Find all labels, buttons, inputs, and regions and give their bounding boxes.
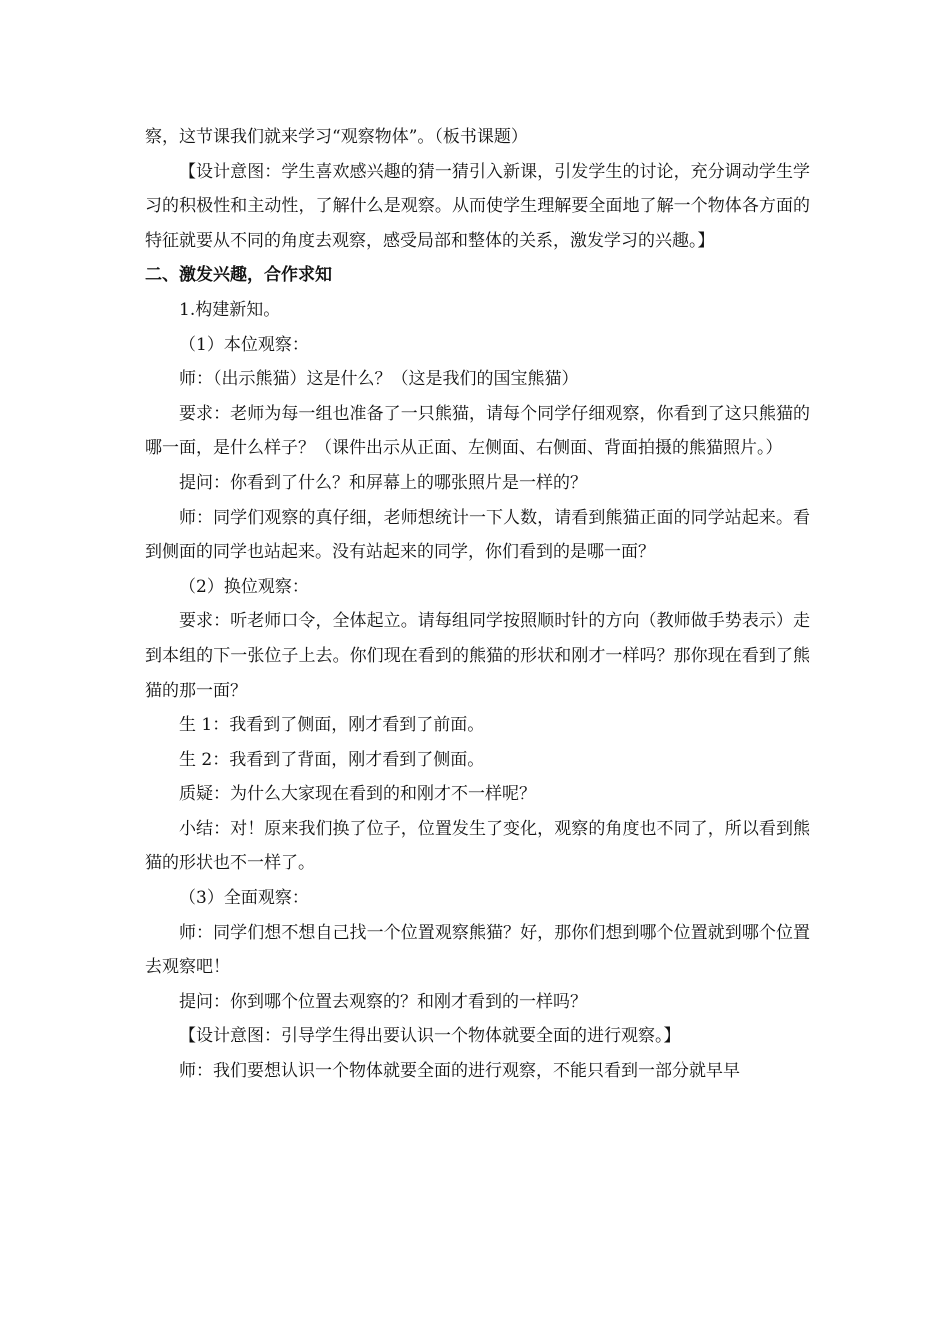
paragraph: 察，这节课我们就来学习“观察物体”。（板书课题） (145, 127, 528, 147)
subsection-label: （1）本位观察： (179, 334, 309, 355)
paragraph: 师：同学们想不想自己找一个位置观察熊猫？好，那你们想到哪个位置就到哪个位置去观察吧！ (145, 922, 810, 978)
section-heading: 二、激发兴趣，合作求知 (145, 265, 332, 286)
paragraph: 师：我们要想认识一个物体就要全面的进行观察，不能只看到一部分就早早 (179, 1061, 740, 1082)
paragraph: 要求：听老师口令，全体起立。请每组同学按照顺时针的方向（教师做手势表示）走到本组的下一张位子上去。你们现在看到的熊猫的形状和刚才一样吗？那你现在看到了熊猫的那一面？ (145, 611, 810, 701)
paragraph: 生 1：我看到了侧面，刚才看到了前面。 (179, 715, 485, 736)
design-intent-paragraph: 【设计意图：学生喜欢感兴趣的猜一猜引入新课，引发学生的讨论，充分调动学生学习的积极性和主动性，了解什么是观察。从而使学生理解要全面地了解一个物体各方面的特征就要从不同的角度去观察，感受局部和整体的关系，激发学习的兴趣。】 (145, 161, 810, 251)
paragraph: 要求：老师为每一组也准备了一只熊猫，请每个同学仔细观察，你看到了这只熊猫的哪一面，是什么样子？（课件出示从正面、左侧面、右侧面、背面拍摄的熊猫照片。） (145, 403, 810, 459)
paragraph: 师：同学们观察的真仔细，老师想统计一下人数，请看到熊猫正面的同学站起来。看到侧面的同学也站起来。没有站起来的同学，你们看到的是哪一面？ (145, 507, 810, 563)
paragraph: 生 2：我看到了背面，刚才看到了侧面。 (179, 749, 485, 770)
paragraph: 小结：对！原来我们换了位子，位置发生了变化，观察的角度也不同了，所以看到熊猫的形状也不一样了。 (145, 818, 810, 874)
paragraph: 提问：你看到了什么？和屏幕上的哪张照片是一样的？ (179, 472, 587, 493)
subsection-label: （3）全面观察： (179, 888, 309, 909)
design-intent-paragraph: 【设计意图：引导学生得出要认识一个物体就要全面的进行观察。】 (179, 1026, 681, 1047)
document-body (145, 120, 810, 1089)
paragraph: 质疑：为什么大家现在看到的和刚才不一样呢？ (179, 784, 536, 805)
paragraph: 提问：你到哪个位置去观察的？和刚才看到的一样吗？ (179, 991, 587, 1012)
paragraph: 1.构建新知。 (179, 299, 281, 320)
subsection-label: （2）换位观察： (179, 576, 309, 597)
paragraph: 师：（出示熊猫）这是什么？（这是我们的国宝熊猫） (179, 369, 579, 390)
